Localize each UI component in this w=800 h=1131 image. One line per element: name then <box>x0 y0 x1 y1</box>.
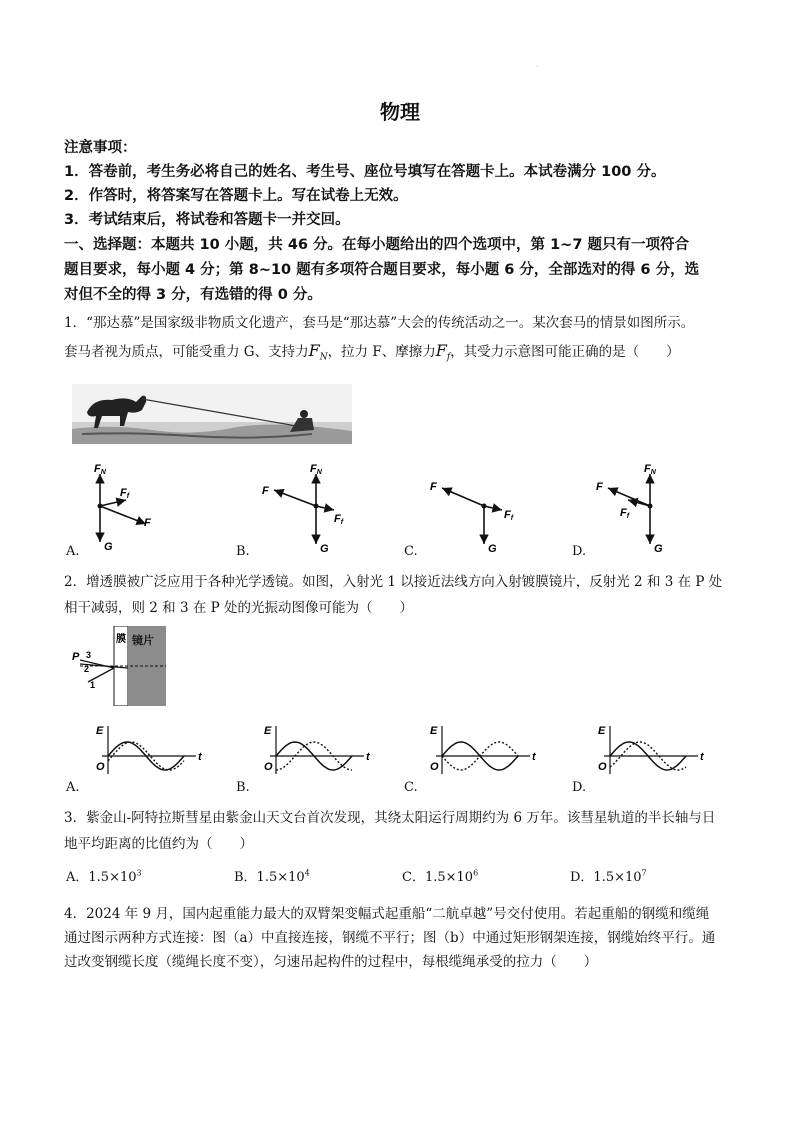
q2-line-1: 2．增透膜被广泛应用于各种光学透镜。如图，入射光 1 以接近法线方向入射镀膜镜片，反射光 2 和 3 在 P 处 <box>64 574 723 590</box>
q1-option-b: B. <box>236 544 250 559</box>
q1-diagram-c <box>430 481 514 555</box>
q1-d-f-label: F <box>596 481 603 493</box>
q2-option-c: C. <box>404 780 418 795</box>
q2-ray-3-label: 3 <box>86 650 92 660</box>
q2-ray-2-label: 2 <box>84 664 90 674</box>
q1-line-2: 套马者视为质点，可能受重力 G、支持力$F_N$，拉力 F、摩擦力$F_f$，其受力示意图可能正确的是（ ） <box>64 341 680 363</box>
q2-graph-a-o-label: O <box>96 761 105 773</box>
q3-option-a: A．$1.5\times 10^3$ <box>66 868 142 885</box>
notice-item-1: 1．答卷前，考生务必将自己的姓名、考生号、座位号填写在答题卡上。本试卷满分 100 分。 <box>64 164 666 180</box>
q2-lens-label: 镜片 <box>132 635 154 647</box>
q1-c-g-label: G <box>488 543 497 555</box>
q2-film-label: 膜 <box>116 634 126 645</box>
q3-option-d: D．$1.5\times 10^7$ <box>570 868 647 885</box>
q2-graph-a-e-label: E <box>96 725 104 737</box>
q2-graph-b-o-label: O <box>264 761 273 773</box>
q2-ray-1-label: 1 <box>90 680 96 690</box>
q1-photo-horse-lasso <box>72 384 352 444</box>
q4-line-3: 过改变钢缆长度（缆绳长度不变），匀速吊起构件的过程中，每根缆绳承受的拉力（ ） <box>64 954 598 970</box>
section1-line-2: 题目要求，每小题 4 分；第 8~10 题有多项符合题目要求，每小题 6 分，全部选对的得 6 分，选 <box>64 262 700 278</box>
q2-option-b: B. <box>236 780 250 795</box>
q4-line-1: 4．2024 年 9 月，国内起重能力最大的双臂架变幅式起重船“二航卓越”号交付使用。若起重船的钢缆和缆绳 <box>64 906 710 922</box>
q2-graph-b-t-label: t <box>366 751 370 763</box>
q1-line-1: 1．“那达慕”是国家级非物质文化遗产，套马是“那达慕”大会的传统活动之一。某次套马的情景如图所示。 <box>64 315 695 331</box>
q2-graph-a-t-label: t <box>198 751 202 763</box>
q3-option-b: B．$1.5\times 10^4$ <box>234 868 310 885</box>
q1-b-f-label: F <box>262 485 269 497</box>
scan-dot: · <box>536 62 539 71</box>
q1-c-ff-label: Ff <box>504 509 514 522</box>
page-title: 物理 <box>380 100 420 124</box>
q1-diagram-a <box>94 463 151 553</box>
q2-graph-d-e-label: E <box>598 725 606 737</box>
q3-line-2: 地平均距离的比值约为（ ） <box>64 836 253 852</box>
q2-line-2: 相干减弱，则 2 和 3 在 P 处的光振动图像可能为（ ） <box>64 600 414 616</box>
q2-graph-c-e-label: E <box>430 725 438 737</box>
q2-option-a: A. <box>66 780 80 795</box>
q4-line-2: 通过图示两种方式连接：图（a）中直接连接，钢缆不平行；图（b）中通过矩形钢架连接，钢缆始终平行。通 <box>64 930 716 946</box>
section1-line-1: 一、选择题：本题共 10 小题，共 46 分。在每小题给出的四个选项中，第 1~7 题只有一项符合 <box>64 237 689 253</box>
q1-d-fn-label: FN <box>644 463 656 476</box>
q1-c-f-label: F <box>430 481 437 493</box>
q1-a-ff-label: Ff <box>120 487 130 500</box>
q2-graph-d-t-label: t <box>700 751 704 763</box>
notice-heading: 注意事项： <box>64 140 137 156</box>
q2-film-lens-figure <box>70 626 166 706</box>
q1-b-fn-label: FN <box>310 463 322 476</box>
q3-option-c: C．$1.5\times 10^6$ <box>402 868 479 885</box>
notice-item-2: 2．作答时，将答案写在答题卡上。写在试卷上无效。 <box>64 188 408 204</box>
q2-graph-d-o-label: O <box>598 761 607 773</box>
q1-diagram-d <box>596 463 663 555</box>
q1-a-g-label: G <box>104 541 113 553</box>
q1-b-g-label: G <box>320 543 329 555</box>
section1-line-3: 对但不全的得 3 分，有选错的得 0 分。 <box>64 287 322 303</box>
q1-option-a: A. <box>66 544 80 559</box>
q3-line-1: 3．紫金山-阿特拉斯彗星由紫金山天文台首次发现，其绕太阳运行周期约为 6 万年。该彗星轨道的半长轴与日 <box>64 810 716 826</box>
q2-graph-c-o-label: O <box>430 761 439 773</box>
q2-p-label: P <box>72 651 80 663</box>
notice-item-3: 3．考试结束后，将试卷和答题卡一并交回。 <box>64 212 350 228</box>
q1-d-ff-label: Ff <box>620 507 630 520</box>
q1-b-ff-label: Ff <box>334 513 344 526</box>
q2-wave-graphs <box>64 722 744 782</box>
q1-d-g-label: G <box>654 543 663 555</box>
q2-option-d: D. <box>572 780 587 795</box>
q1-a-fn-label: FN <box>94 463 106 476</box>
q1-option-c: C. <box>404 544 418 559</box>
q2-graph-b-e-label: E <box>264 725 272 737</box>
q1-a-f-label: F <box>144 517 151 529</box>
q2-graph-c-t-label: t <box>532 751 536 763</box>
q1-option-d: D. <box>572 544 587 559</box>
q1-diagram-b <box>262 463 344 555</box>
